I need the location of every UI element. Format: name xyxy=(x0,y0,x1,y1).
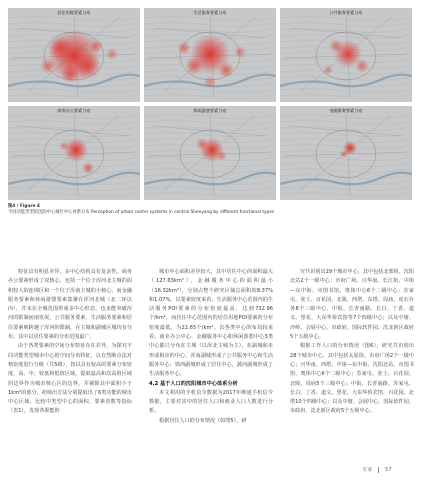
paragraph: 由于各类要素的空间分布特征存在差异，为探究不同功能类型城市中心的空间分布特征，以自然断点法对核密度进行分级（共5级），按以具有较高的要素分布密度、高、中、较低和低值区域，提取最高和次高值区域的边界作为城市核心区的边界，并剔除其中面积小于1km²的部分，初筛出方法分别提取出了6类功能的城市中心区域，比较中类型中心的面积、要素者数等指标（表1），发现各职能的 xyxy=(8,343,132,415)
terrain-line xyxy=(8,163,140,167)
density-hotspot xyxy=(185,57,203,75)
paragraph: 究共识别出29个城市中心，其中包括北部组、沈阳北站2个一级中心；市府广场、兴华南、长江街、中街—东中街、市图书馆、奥体中心6个二级中心；苏家屯、张士、百花园，北陵、西塔、东塔、周庙，虎石台各8个三级中心，中街、长青南路、长白、丁香、道义、望花、大东华侨宾馆等7个四级中心；以及中塘、沙岭、会展中心、市政府、国际软件园、沈北新区政府5个五级中心。 xyxy=(290,269,414,341)
road-line xyxy=(290,28,402,38)
map-grid xyxy=(8,8,418,200)
terrain-line xyxy=(8,169,140,173)
paragraph: 城市中心面积差异较大，其中居住中心的面积最大（127.63km²），金融服务中心的面积最小（16.32km²），分别占整个研究区域总面积的8.37%和1.07%。以要素密度来看，生活服务中心范围内的生活服务POI要素的分布密度最高，达到732.96个/km²，而居住中心范围内的居住用地POI要素的分布密度最低，为22.65个/km²。以各类中心的布局较来看，商业办公中心、金融服务中心和休闲游憩中心3类中心都只分布在主城（以浑北主城为主），在副城和未形成相应的中心，浑南副城形成了公共服务中心和生活服务中心；铁西副城形成了居住中心，蒲河副城形成了生活服务中心。 xyxy=(149,269,273,378)
density-hotspot xyxy=(340,150,348,158)
terrain-line xyxy=(8,121,140,125)
density-hotspot xyxy=(177,41,191,55)
text-column-1 xyxy=(8,268,132,417)
density-hotspot xyxy=(217,151,227,161)
terrain-line xyxy=(144,23,276,27)
paragraph: 根据居住人口的分布情况（如图5），研 xyxy=(159,417,247,424)
density-map xyxy=(280,106,412,200)
terrain-line xyxy=(280,71,412,75)
terrain-line xyxy=(280,193,412,197)
figure-4 xyxy=(8,8,418,215)
figure-caption xyxy=(8,204,418,215)
terrain-line xyxy=(144,89,276,93)
density-hotspot xyxy=(329,39,343,53)
density-hotspot xyxy=(89,39,103,53)
map-panel-leisure xyxy=(144,106,276,200)
terrain-line xyxy=(280,133,412,137)
road-line xyxy=(290,126,402,136)
terrain-line xyxy=(280,139,412,143)
terrain-line xyxy=(280,169,412,173)
road-line xyxy=(154,126,266,136)
terrain-line xyxy=(280,187,412,191)
density-hotspot xyxy=(61,65,79,83)
map-panel-residential xyxy=(8,8,140,102)
density-hotspot xyxy=(204,76,216,88)
river-line xyxy=(280,173,412,185)
terrain-line xyxy=(280,95,412,99)
footer-journal-label: 专家 xyxy=(362,467,373,473)
density-map xyxy=(144,8,276,102)
text-column-3 xyxy=(290,268,414,417)
figure-caption-label: 图4 / Figure 4 xyxy=(8,204,40,209)
density-hotspot xyxy=(106,48,118,60)
road-line xyxy=(18,126,130,136)
page-number: 57 xyxy=(384,467,392,473)
terrain-line xyxy=(8,23,140,27)
map-panel-living-service xyxy=(144,8,276,102)
text-column-2 xyxy=(149,268,273,426)
footer-divider xyxy=(378,467,379,473)
density-hotspot xyxy=(234,46,246,58)
river-line xyxy=(144,173,276,185)
map-panel-title: 生活服务要素分布 xyxy=(193,10,227,15)
density-map xyxy=(8,8,140,102)
map-panel-public-service xyxy=(280,8,412,102)
terrain-line xyxy=(144,169,276,173)
terrain-line xyxy=(280,163,412,167)
terrain-line xyxy=(144,121,276,125)
density-hotspot xyxy=(323,65,333,75)
figure-caption-text: 不同功能类型的沈阳中心城区中心体系分布 Perception of urban center systems in central Shenyang by different functional types xyxy=(8,209,275,215)
density-hotspot xyxy=(355,59,369,73)
terrain-line xyxy=(8,187,140,191)
map-panel-title: 商务办公要素分布 xyxy=(57,108,91,113)
terrain-line xyxy=(144,95,276,99)
density-hotspot xyxy=(59,141,69,151)
terrain-line xyxy=(144,193,276,197)
map-panel-title: 休闲游憩要素分布 xyxy=(193,108,227,113)
terrain-line xyxy=(144,163,276,167)
paragraph: 本文利用的手机信令数据为2017年断通手机信令数据，主要对其中的居住人口和就业人口人数进行分析。 xyxy=(149,389,273,415)
page-footer xyxy=(362,466,392,473)
terrain-line xyxy=(8,193,140,197)
terrain-line xyxy=(8,133,140,137)
density-hotspot xyxy=(48,36,72,60)
map-panel-title: 公共服务要素分布 xyxy=(329,10,363,15)
map-panel-title: 金融服务要素分布 xyxy=(329,108,363,113)
map-panel-business-office xyxy=(8,106,140,200)
density-hotspot xyxy=(196,138,208,150)
map-panel-title: 居住用地要素分布 xyxy=(57,10,91,15)
terrain-line xyxy=(8,89,140,93)
density-hotspot xyxy=(218,62,234,78)
paragraph: 根据工作人口的分布情况（图6），研究共识别出28个城市中心，其中包括太原街、市府广场2个一级中心；兴华南、西塔、中街—东中街、沈阳北站、市图书馆、奥体中心6个二级中心；苏家屯、张士、百花园、北陵、周庙5个三级中心；中街、长青南路、苏家屯、长白、丁香、道义、望花、大东华侨宾馆、百花园、北塔10个四级中心；以及中塘、会展中心、国际软件园、市政府、沈北新区政府5个五级中心。 xyxy=(290,343,414,415)
terrain-line xyxy=(144,187,276,191)
density-map xyxy=(8,106,140,200)
density-hotspot xyxy=(64,138,88,162)
terrain-line xyxy=(144,133,276,137)
terrain-line xyxy=(280,23,412,27)
terrain-line xyxy=(280,121,412,125)
density-map xyxy=(280,8,412,102)
river-line xyxy=(280,75,412,87)
density-hotspot xyxy=(82,162,94,174)
density-map xyxy=(144,106,276,200)
terrain-line xyxy=(280,35,412,39)
paragraph: 特征具有明显差异，多中心结构具有复杂性。商务办公要素形成了双核心，包括一个位于浑河北主城的面积较大的连绵区和一个位于浑南主城的小核心，而金融服务要素和休闲游憩要素集聚在浑河北城（北二环以内），并未在全城范围形成多中心形态，也未能突破浑河的限制而南发展，公共服务要素、生活服务要素和居住要素则跨越了浑河的限制，在主城和副城区城均有分布，其中以居住要素的分布范围最广。 xyxy=(8,269,132,341)
density-hotspot xyxy=(40,58,56,74)
terrain-line xyxy=(280,89,412,93)
terrain-line xyxy=(8,95,140,99)
section-heading: 4.2 基于人口的沈阳城市中心体系分析 xyxy=(149,380,238,387)
river-line xyxy=(8,173,140,185)
map-panel-financial-service xyxy=(280,106,412,200)
